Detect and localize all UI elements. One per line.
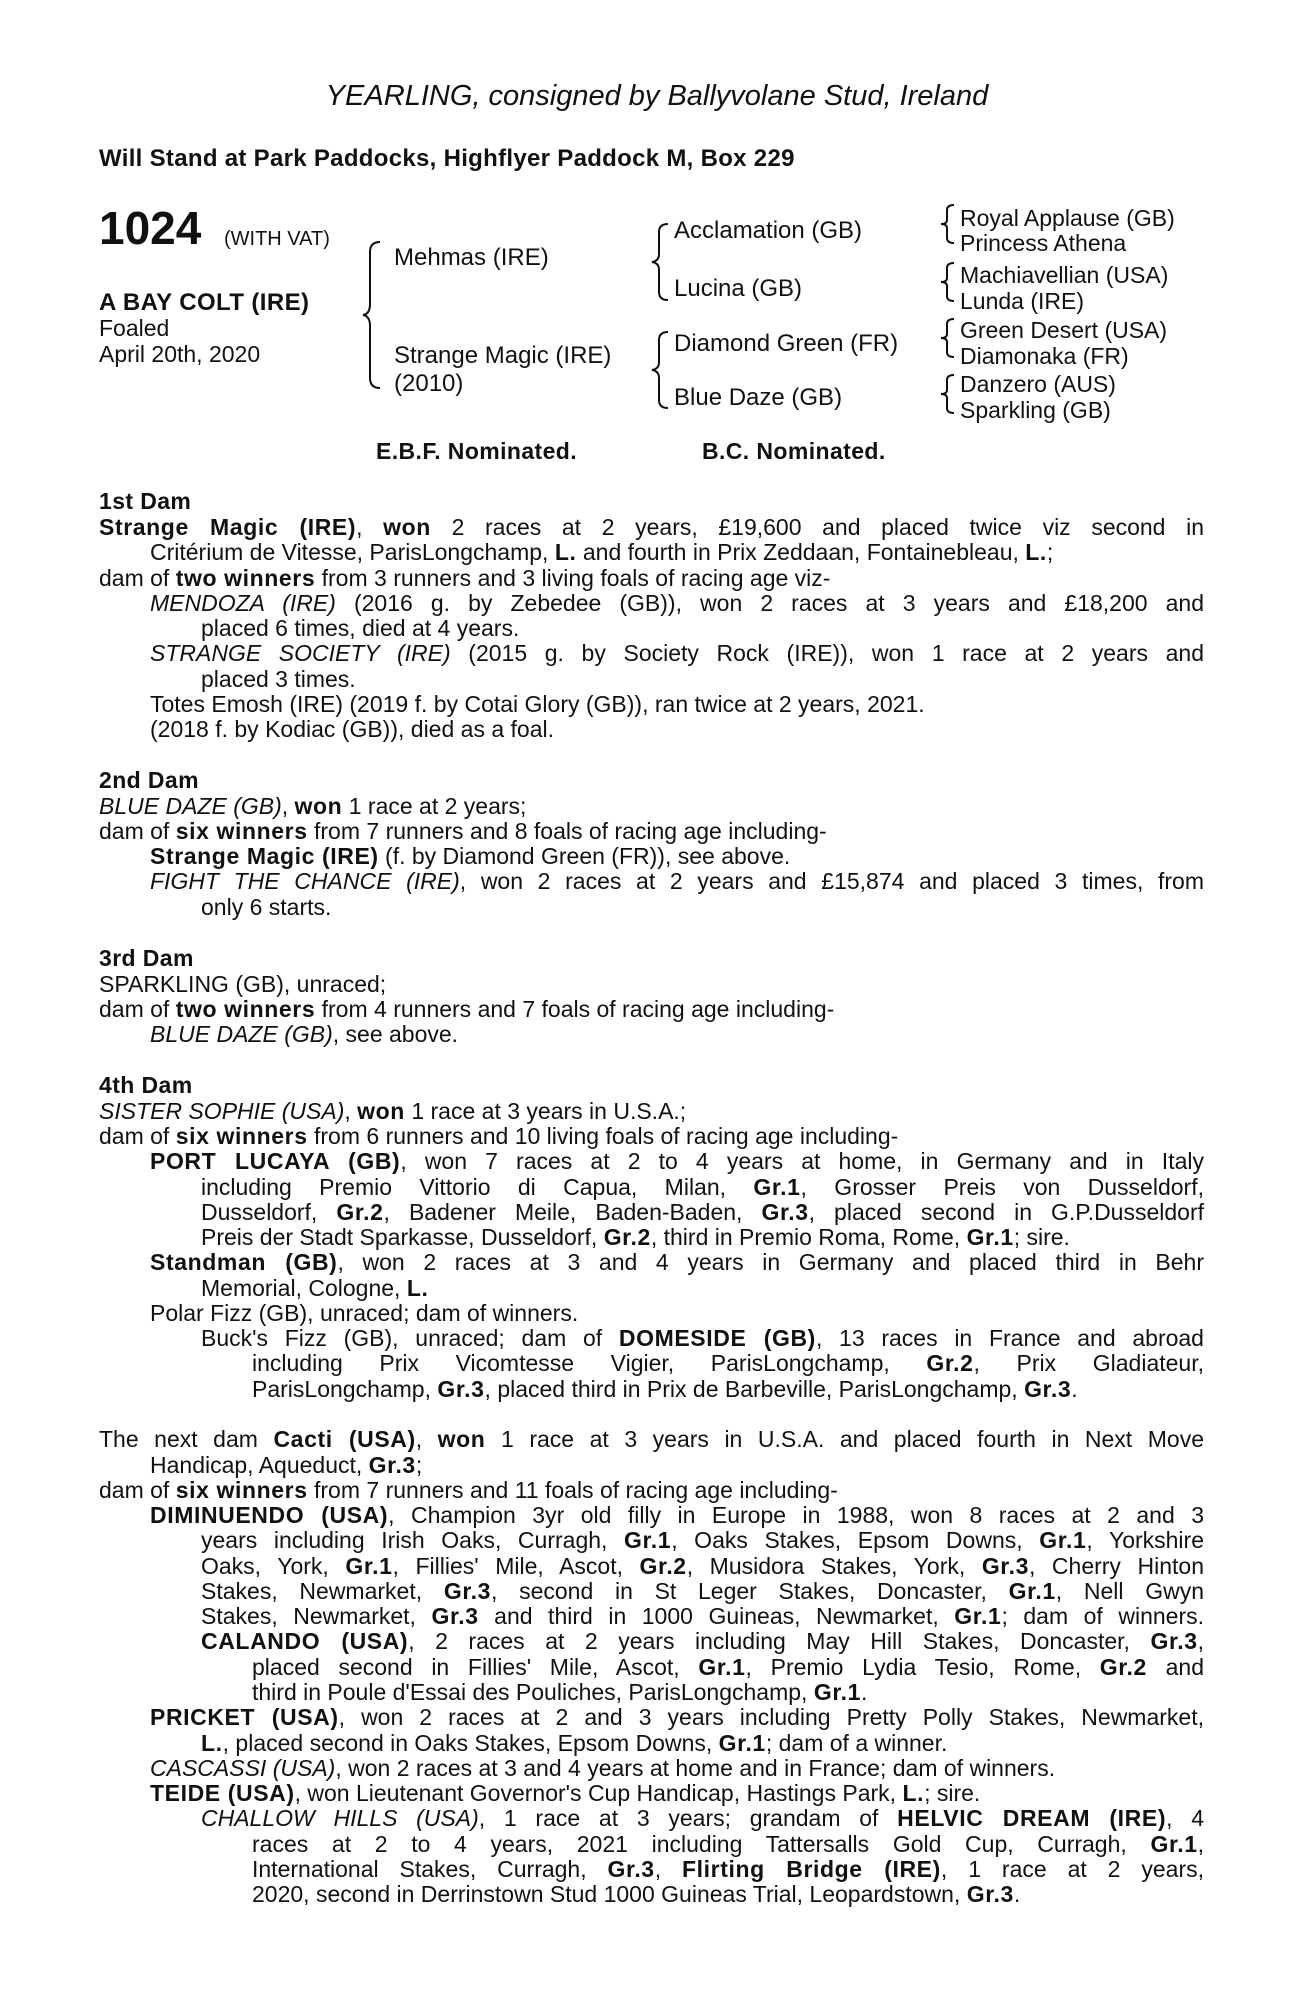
produce-line: years including Irish Oaks, Curragh, Gr.1, Oaks Stakes, Epsom Downs, Gr.1, Yorkshire bbox=[201, 1528, 1204, 1553]
produce-line: third in Poule d'Essai des Pouliches, ParisLongchamp, Gr.1. bbox=[252, 1679, 868, 1705]
produce-line: placed second in Fillies' Mile, Ascot, Gr.1, Premio Lydia Tesio, Rome, Gr.2 and bbox=[252, 1655, 1204, 1680]
first-dam-line: Critérium de Vitesse, ParisLongchamp, L. and fourth in Prix Zeddaan, Fontainebleau, L.; bbox=[150, 539, 1054, 565]
section-third-dam: 3rd Dam bbox=[99, 945, 194, 971]
pedigree-ggs-5: Green Desert (USA) bbox=[960, 317, 1168, 343]
produce-line: Standman (GB), won 2 races at 3 and 4 years in Germany and placed third in Behr bbox=[150, 1250, 1204, 1275]
fourth-dam-line: SISTER SOPHIE (USA), won 1 race at 3 years in U.S.A.; bbox=[99, 1098, 687, 1124]
pedigree-brace-gs2 bbox=[940, 262, 956, 302]
pedigree-ggs-8: Sparkling (GB) bbox=[960, 397, 1111, 423]
first-dam-line: dam of two winners from 3 runners and 3 living foals of racing age viz- bbox=[99, 565, 831, 591]
second-dam-line: dam of six winners from 7 runners and 8 foals of racing age including- bbox=[99, 818, 827, 844]
produce-line: PORT LUCAYA (GB), won 7 races at 2 to 4 years at home, in Germany and in Italy bbox=[150, 1149, 1204, 1174]
pedigree-dam: Strange Magic (IRE) bbox=[394, 342, 612, 369]
produce-line: PRICKET (USA), won 2 races at 2 and 3 years including Pretty Polly Stakes, Newmarket, bbox=[150, 1705, 1204, 1730]
pedigree-ggs-7: Danzero (AUS) bbox=[960, 371, 1116, 397]
produce-line: International Stakes, Curragh, Gr.3, Flirting Bridge (IRE), 1 race at 2 years, bbox=[252, 1857, 1204, 1882]
pedigree-brace-sire bbox=[650, 222, 670, 302]
fourth-dam-line: dam of six winners from 6 runners and 10 living foals of racing age including- bbox=[99, 1123, 899, 1149]
produce-line: FIGHT THE CHANCE (IRE), won 2 races at 2 years and £15,874 and placed 3 times, from bbox=[150, 869, 1204, 894]
second-dam-line: BLUE DAZE (GB), won 1 race at 2 years; bbox=[99, 793, 527, 819]
produce-line: placed 6 times, died at 4 years. bbox=[201, 615, 520, 641]
produce-line: ParisLongchamp, Gr.3, placed third in Prix de Barbeville, ParisLongchamp, Gr.3. bbox=[252, 1376, 1078, 1402]
lot-title: A BAY COLT (IRE) bbox=[99, 289, 310, 316]
produce-line: Totes Emosh (IRE) (2019 f. by Cotai Glory (GB)), ran twice at 2 years, 2021. bbox=[150, 691, 925, 717]
pedigree-brace-gs3 bbox=[940, 318, 956, 358]
pedigree-grandsire-2: Diamond Green (FR) bbox=[674, 330, 899, 357]
produce-line: Stakes, Newmarket, Gr.3 and third in 1000 Guineas, Newmarket, Gr.1; dam of winners. bbox=[201, 1604, 1204, 1629]
pedigree-ggs-6: Diamonaka (FR) bbox=[960, 343, 1129, 369]
vat-note: (WITH VAT) bbox=[224, 228, 330, 250]
produce-line: races at 2 to 4 years, 2021 including Tattersalls Gold Cup, Curragh, Gr.1, bbox=[252, 1832, 1204, 1857]
produce-line: Buck's Fizz (GB), unraced; dam of DOMESIDE (GB), 13 races in France and abroad bbox=[201, 1326, 1204, 1351]
pedigree-granddam-2: Blue Daze (GB) bbox=[674, 384, 843, 411]
stand-location: Will Stand at Park Paddocks, Highflyer Paddock M, Box 229 bbox=[99, 145, 795, 172]
pedigree-sire: Mehmas (IRE) bbox=[394, 244, 549, 271]
pedigree-ggs-1: Royal Applause (GB) bbox=[960, 205, 1175, 231]
pedigree-brace-main bbox=[362, 240, 382, 390]
pedigree-dam-year: (2010) bbox=[394, 370, 464, 397]
produce-line: CASCASSI (USA), won 2 races at 3 and 4 years at home and in France; dam of winners. bbox=[150, 1755, 1056, 1781]
produce-line: placed 3 times. bbox=[201, 666, 356, 692]
produce-line: Strange Magic (IRE) (f. by Diamond Green (FR)), see above. bbox=[150, 843, 791, 869]
produce-line: Preis der Stadt Sparkasse, Dusseldorf, Gr.2, third in Premio Roma, Rome, Gr.1; sire. bbox=[201, 1224, 1070, 1250]
pedigree-ggs-3: Machiavellian (USA) bbox=[960, 262, 1169, 288]
section-second-dam: 2nd Dam bbox=[99, 767, 199, 793]
next-dam-line: dam of six winners from 7 runners and 11 foals of racing age including- bbox=[99, 1477, 838, 1503]
produce-line: including Premio Vittorio di Capua, Milan, Gr.1, Grosser Preis von Dusseldorf, bbox=[201, 1175, 1204, 1200]
section-fourth-dam: 4th Dam bbox=[99, 1072, 193, 1098]
foaled-label: Foaled bbox=[99, 315, 170, 341]
produce-line: (2018 f. by Kodiac (GB)), died as a foal. bbox=[150, 716, 554, 742]
third-dam-line: dam of two winners from 4 runners and 7 foals of racing age including- bbox=[99, 996, 835, 1022]
pedigree-brace-gs4 bbox=[940, 374, 956, 414]
pedigree-ggs-2: Princess Athena bbox=[960, 230, 1127, 256]
produce-line: MENDOZA (IRE) (2016 g. by Zebedee (GB)), won 2 races at 3 years and £18,200 and bbox=[150, 591, 1204, 616]
pedigree-brace-gs1 bbox=[940, 204, 956, 244]
produce-line: L., placed second in Oaks Stakes, Epsom Downs, Gr.1; dam of a winner. bbox=[201, 1730, 948, 1756]
produce-line: CHALLOW HILLS (USA), 1 race at 3 years; grandam of HELVIC DREAM (IRE), 4 bbox=[201, 1806, 1204, 1831]
produce-line: TEIDE (USA), won Lieutenant Governor's Cup Handicap, Hastings Park, L.; sire. bbox=[150, 1780, 981, 1806]
bc-nominated: B.C. Nominated. bbox=[702, 438, 886, 464]
produce-line: Oaks, York, Gr.1, Fillies' Mile, Ascot, Gr.2, Musidora Stakes, York, Gr.3, Cherry Hinton bbox=[201, 1554, 1204, 1579]
next-dam-line: The next dam Cacti (USA), won 1 race at 3 years in U.S.A. and placed fourth in Next Move bbox=[99, 1427, 1204, 1452]
produce-line: DIMINUENDO (USA), Champion 3yr old filly in Europe in 1988, won 8 races at 2 and 3 bbox=[150, 1503, 1204, 1528]
section-first-dam: 1st Dam bbox=[99, 488, 192, 514]
ebf-nominated: E.B.F. Nominated. bbox=[376, 438, 578, 464]
page-header: YEARLING, consigned by Ballyvolane Stud, Ireland bbox=[325, 80, 989, 112]
produce-line: Memorial, Cologne, L. bbox=[201, 1275, 429, 1301]
produce-line: Dusseldorf, Gr.2, Badener Meile, Baden-Baden, Gr.3, placed second in G.P.Dusseldorf bbox=[201, 1200, 1204, 1225]
third-dam-line: SPARKLING (GB), unraced; bbox=[99, 971, 387, 997]
pedigree-grandsire-1: Acclamation (GB) bbox=[674, 217, 863, 244]
produce-line: 2020, second in Derrinstown Stud 1000 Guineas Trial, Leopardstown, Gr.3. bbox=[252, 1881, 1021, 1907]
produce-line: STRANGE SOCIETY (IRE) (2015 g. by Society Rock (IRE)), won 1 race at 2 years and bbox=[150, 641, 1204, 666]
pedigree-granddam-1: Lucina (GB) bbox=[674, 275, 803, 302]
produce-line: Stakes, Newmarket, Gr.3, second in St Leger Stakes, Doncaster, Gr.1, Nell Gwyn bbox=[201, 1579, 1204, 1604]
next-dam-line: Handicap, Aqueduct, Gr.3; bbox=[150, 1452, 423, 1478]
first-dam-line: Strange Magic (IRE), won 2 races at 2 years, £19,600 and placed twice viz second in bbox=[99, 515, 1204, 540]
produce-line: Polar Fizz (GB), unraced; dam of winners. bbox=[150, 1300, 579, 1326]
pedigree-ggs-4: Lunda (IRE) bbox=[960, 288, 1085, 314]
foaled-date: April 20th, 2020 bbox=[99, 341, 261, 367]
produce-line: BLUE DAZE (GB), see above. bbox=[150, 1021, 459, 1047]
lot-number: 1024 bbox=[99, 202, 202, 254]
produce-line: CALANDO (USA), 2 races at 2 years including May Hill Stakes, Doncaster, Gr.3, bbox=[201, 1629, 1204, 1654]
produce-line: including Prix Vicomtesse Vigier, ParisLongchamp, Gr.2, Prix Gladiateur, bbox=[252, 1351, 1204, 1376]
pedigree-brace-dam bbox=[650, 330, 670, 410]
produce-line: only 6 starts. bbox=[201, 894, 332, 920]
